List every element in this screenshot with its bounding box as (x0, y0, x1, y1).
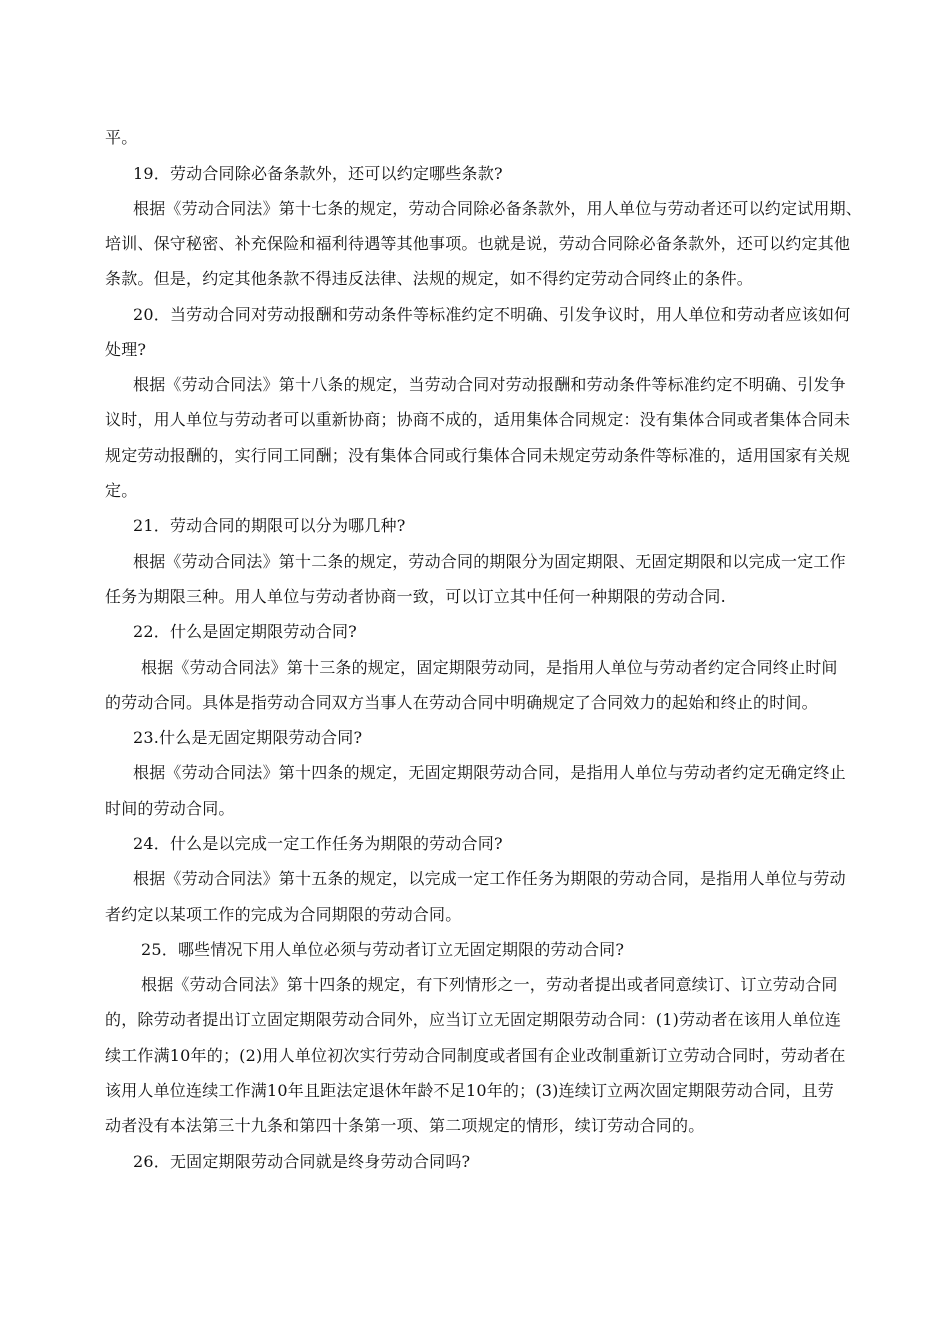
question-21: 21．劳动合同的期限可以分为哪几种? (133, 516, 406, 535)
text-line: 平。 (105, 128, 138, 147)
text-line: 动者没有本法第三十九条和第四十条第一项、第二项规定的情形，续订劳动合同的。 (105, 1116, 705, 1135)
text-line: 培训、保守秘密、补充保险和福利待遇等其他事项。也就是说，劳动合同除必备条款外，还可以约定其他 (105, 234, 851, 253)
text-line: 的，除劳动者提出订立固定期限劳动合同外，应当订立无固定期限劳动合同：(1)劳动者在该用人单位连 (105, 1010, 842, 1029)
text-line: 的劳动合同。具体是指劳动合同双方当事人在劳动合同中明确规定了合同效力的起始和终止的时间。 (105, 693, 818, 712)
text-line: 根据《劳动合同法》第十七条的规定，劳动合同除必备条款外，用人单位与劳动者还可以约定试用期、 (133, 199, 863, 218)
text-line: 条款。但是，约定其他条款不得违反法律、法规的规定，如不得约定劳动合同终止的条件。 (105, 269, 754, 288)
text-line: 根据《劳动合同法》第十二条的规定，劳动合同的期限分为固定期限、无固定期限和以完成一定工作 (133, 552, 846, 571)
text-line: 根据《劳动合同法》第十四条的规定，无固定期限劳动合同，是指用人单位与劳动者约定无确定终止 (133, 763, 846, 782)
text-line: 时间的劳动合同。 (105, 799, 235, 818)
question-20: 20．当劳动合同对劳动报酬和劳动条件等标准约定不明确、引发争议时，用人单位和劳动者应该如何 (133, 305, 851, 324)
text-line: 规定劳动报酬的，实行同工同酬；没有集体合同或行集体合同未规定劳动条件等标准的，适用国家有关规 (105, 446, 851, 465)
text-line: 续工作满10年的；(2)用人单位初次实行劳动合同制度或者国有企业改制重新订立劳动合同时，劳动者在 (105, 1046, 846, 1065)
text-line: 该用人单位连续工作满10年且距法定退休年龄不足10年的；(3)连续订立两次固定期限劳动合同，且劳 (105, 1081, 834, 1100)
text-line: 根据《劳动合同法》第十四条的规定，有下列情形之一，劳动者提出或者同意续订、订立劳动合同 (141, 975, 838, 994)
text-line: 者约定以某项工作的完成为合同期限的劳动合同。 (105, 905, 462, 924)
question-25: 25．哪些情况下用人单位必须与劳动者订立无固定期限的劳动合同? (141, 940, 625, 959)
text-line: 根据《劳动合同法》第十八条的规定，当劳动合同对劳动报酬和劳动条件等标准约定不明确、引发争 (133, 375, 846, 394)
question-24: 24．什么是以完成一定工作任务为期限的劳动合同? (133, 834, 503, 853)
text-line: 根据《劳动合同法》第十三条的规定，固定期限劳动同，是指用人单位与劳动者约定合同终止时间 (141, 658, 838, 677)
question-22: 22．什么是固定期限劳动合同? (133, 622, 357, 641)
text-line: 议时，用人单位与劳动者可以重新协商；协商不成的，适用集体合同规定：没有集体合同或者集体合同未 (105, 410, 851, 429)
text-line: 处理? (105, 340, 147, 359)
text-line: 任务为期限三种。用人单位与劳动者协商一致，可以订立其中任何一种期限的劳动合同. (105, 587, 726, 606)
question-23: 23.什么是无固定期限劳动合同? (133, 728, 363, 747)
question-26: 26．无固定期限劳动合同就是终身劳动合同吗? (133, 1152, 471, 1171)
text-line: 根据《劳动合同法》第十五条的规定，以完成一定工作任务为期限的劳动合同，是指用人单位与劳动 (133, 869, 846, 888)
text-line: 定。 (105, 481, 138, 500)
question-19: 19．劳动合同除必备条款外，还可以约定哪些条款? (133, 164, 503, 183)
